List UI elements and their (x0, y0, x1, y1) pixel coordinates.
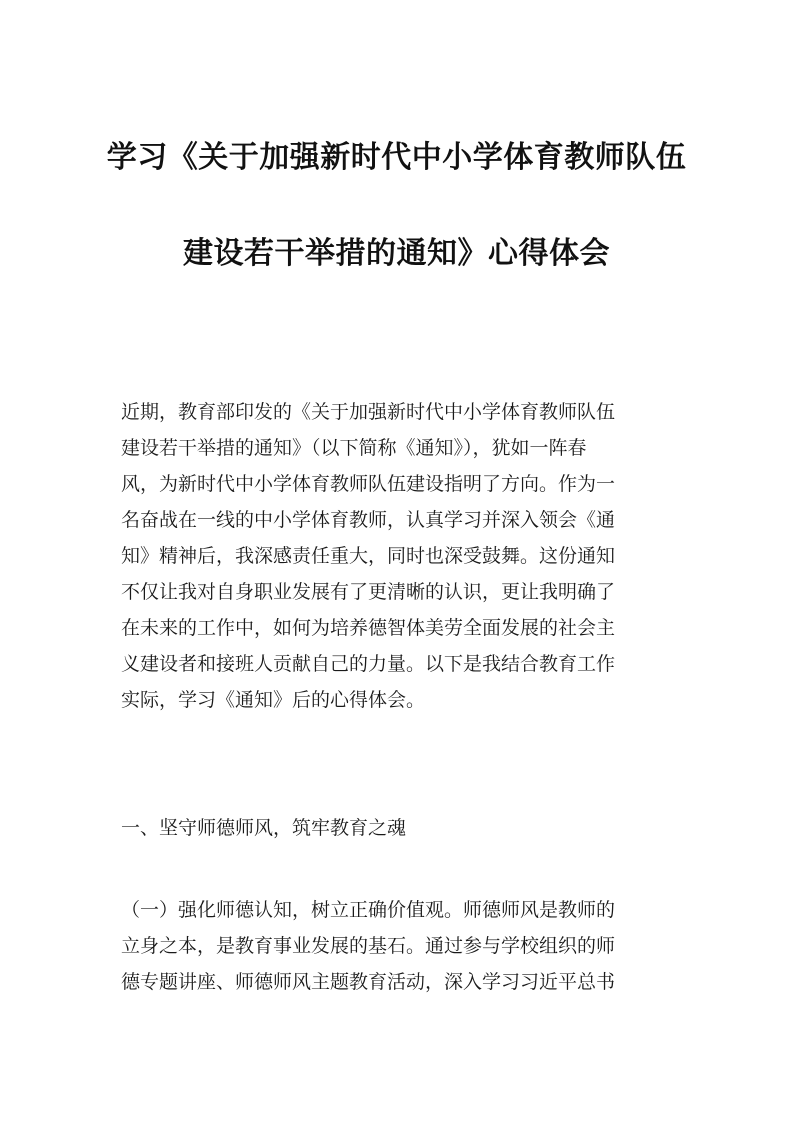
paragraph-line: （一）强化师德认知，树立正确价值观。师德师风是教师的 (121, 899, 616, 921)
section-heading (121, 810, 681, 846)
paragraph-intro (121, 394, 681, 718)
document-title-line-2: 建设若干举措的通知》心得体会 (183, 236, 610, 271)
paragraph-line: 立身之本，是教育事业发展的基石。通过参与学校组织的师 (121, 935, 616, 957)
section-heading-text: 一、坚守师德师风，筑牢教育之魂 (121, 817, 407, 839)
paragraph-line: 近期，教育部印发的《关于加强新时代中小学体育教师队伍 (121, 401, 616, 423)
document-title-line-1: 学习《关于加强新时代中小学体育教师队伍 (106, 140, 687, 175)
paragraph-line: 在未来的工作中，如何为培养德智体美劳全面发展的社会主 (121, 617, 616, 639)
paragraph-line: 风，为新时代中小学体育教师队伍建设指明了方向。作为一 (121, 473, 616, 495)
paragraph-line: 实际，学习《通知》后的心得体会。 (121, 689, 426, 711)
paragraph-line: 义建设者和接班人贡献自己的力量。以下是我结合教育工作 (121, 653, 616, 675)
paragraph-line: 德专题讲座、师德师风主题教育活动，深入学习习近平总书 (121, 971, 616, 993)
paragraph-line: 名奋战在一线的中小学体育教师，认真学习并深入领会《通 (121, 509, 616, 531)
paragraph-line: 建设若干举措的通知》（以下简称《通知》），犹如一阵春 (121, 437, 587, 459)
paragraph-line: 不仅让我对自身职业发展有了更清晰的认识，更让我明确了 (121, 581, 616, 603)
paragraph-line: 知》精神后，我深感责任重大，同时也深受鼓舞。这份通知 (121, 545, 616, 567)
paragraph-section-1-1 (121, 892, 681, 1000)
